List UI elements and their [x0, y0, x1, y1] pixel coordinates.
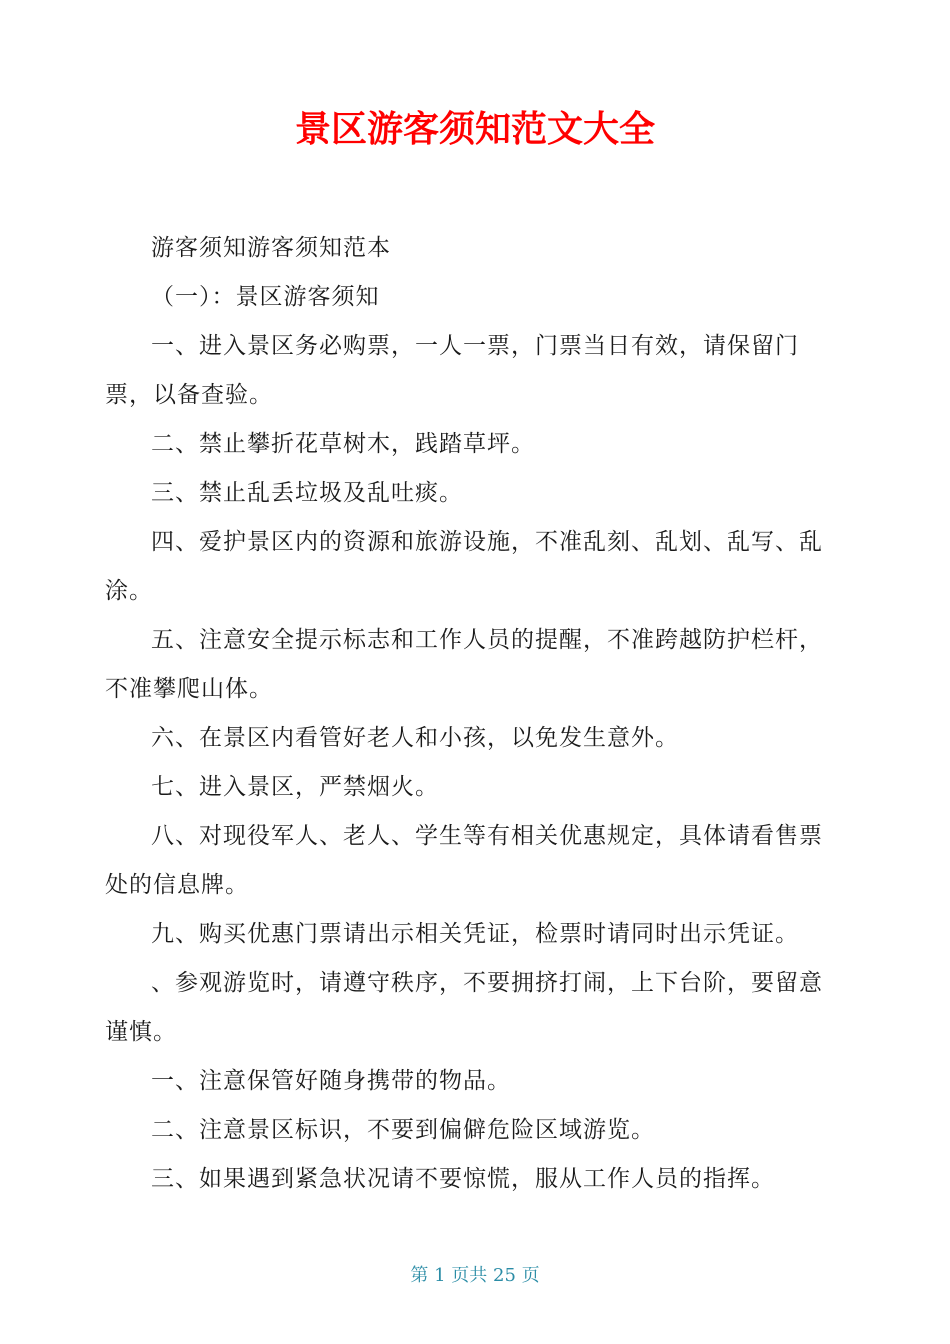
- paragraph: 二、注意景区标识，不要到偏僻危险区域游览。: [151, 1117, 655, 1143]
- paragraph: 八、对现役军人、老人、学生等有相关优惠规定，具体请看售票处的信息牌。: [105, 823, 823, 898]
- paragraph: 一、注意保管好随身携带的物品。: [151, 1068, 511, 1094]
- document-title: 景区游客须知范文大全: [294, 109, 655, 150]
- paragraph: 六、在景区内看管好老人和小孩，以免发生意外。: [151, 725, 679, 751]
- paragraph: 四、爱护景区内的资源和旅游设施，不准乱刻、乱划、乱写、乱涂。: [105, 529, 823, 604]
- document-body: [105, 224, 835, 1204]
- paragraph: 五、注意安全提示标志和工作人员的提醒，不准跨越防护栏杆，不准攀爬山体。: [105, 627, 823, 702]
- paragraph: 游客须知游客须知范本: [151, 235, 391, 261]
- paragraph: 、参观游览时，请遵守秩序，不要拥挤打闹，上下台阶，要留意谨慎。: [105, 970, 823, 1045]
- paragraph: 九、购买优惠门票请出示相关凭证，检票时请同时出示凭证。: [151, 921, 799, 947]
- paragraph: 七、进入景区，严禁烟火。: [151, 774, 439, 800]
- paragraph: 二、禁止攀折花草树木，践踏草坪。: [151, 431, 535, 457]
- paragraph: 三、禁止乱丢垃圾及乱吐痰。: [151, 480, 463, 506]
- paragraph: 三、如果遇到紧急状况请不要惊慌，服从工作人员的指挥。: [151, 1166, 775, 1192]
- paragraph: （一）：景区游客须知: [151, 284, 380, 310]
- paragraph: 一、进入景区务必购票，一人一票，门票当日有效，请保留门票，以备查验。: [105, 333, 799, 408]
- page-number-footer: 第 1 页共 25 页: [410, 1265, 540, 1286]
